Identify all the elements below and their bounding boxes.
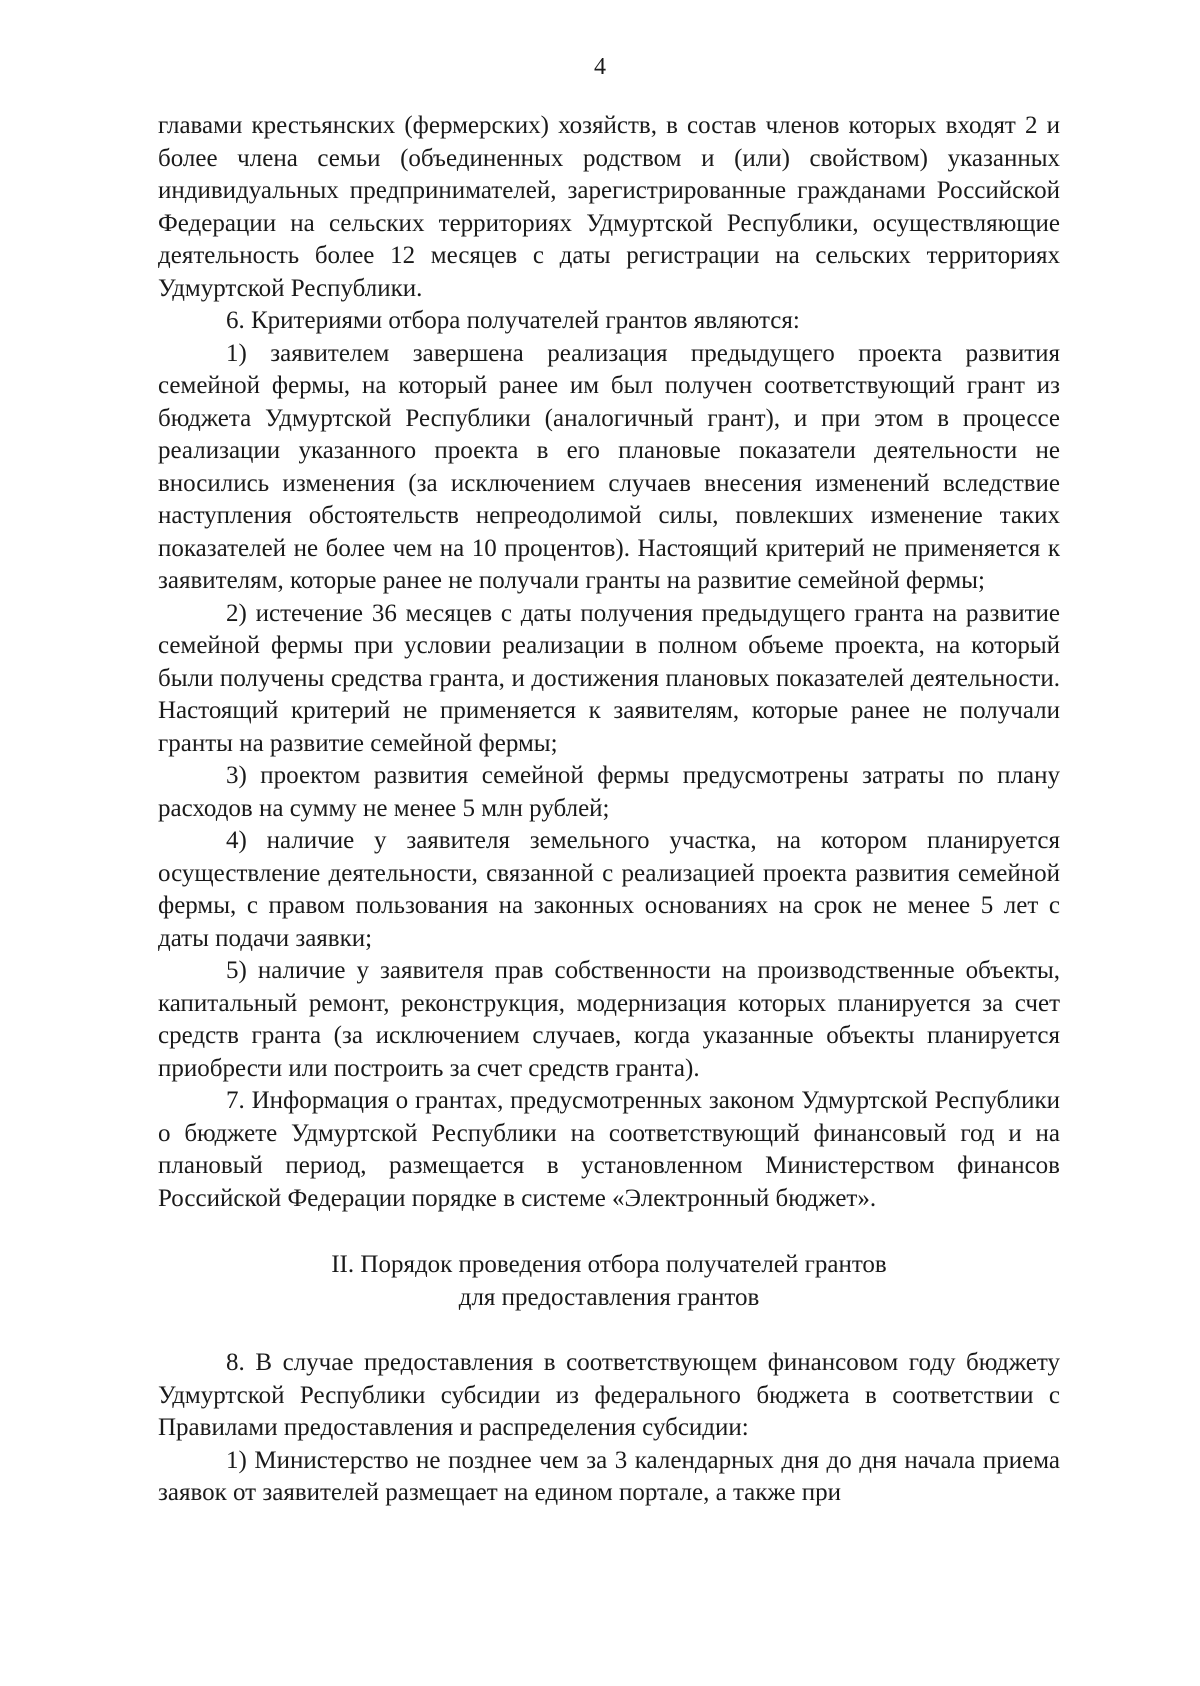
paragraph-8: 8. В случае предоставления в соответствующем финансовом году бюджету Удмуртской Республики субсидии из федерального бюджета в соответствии с Правилами предоставления и распределения субсидии: xyxy=(158,1349,1060,1441)
paragraph-6: 6. Критериями отбора получателей грантов являются: xyxy=(226,307,800,334)
document-body xyxy=(158,110,1060,1510)
criterion-1: 1) заявителем завершена реализация предыдущего проекта развития семейной фермы, на который ранее им был получен соответствующий грант из бюджета Удмуртской Республики (аналогичный грант), и при этом в процессе реализации указанного проекта в его плановые показатели деятельности не вносились изменения (за исключением случаев внесения изменений вследствие наступления обстоятельств непреодолимой силы, повлекших изменение таких показателей не более чем на 10 процентов). Настоящий критерий не применяется к заявителям, которые ранее не получали гранты на развитие семейной фермы; xyxy=(158,339,1060,594)
criterion-4: 4) наличие у заявителя земельного участка, на котором планируется осуществление деятельности, связанной с реализацией проекта развития семейной фермы, с правом пользования на законных основаниях на срок не менее 5 лет с даты подачи заявки; xyxy=(158,827,1060,952)
criterion-5: 5) наличие у заявителя прав собственности на производственные объекты, капитальный ремонт, реконструкция, модернизация которых планируется за счет средств гранта (за исключением случаев, когда указанные объекты планируется приобрести или построить за счет средств гранта). xyxy=(158,957,1060,1082)
paragraph-continuation: главами крестьянских (фермерских) хозяйств, в состав членов которых входят 2 и более члена семьи (объединенных родством и (или) свойством) указанных индивидуальных предпринимателей, зарегистрированные гражданами Российской Федерации на сельских территориях Удмуртской Республики, осуществляющие деятельность более 12 месяцев с даты регистрации на сельских территориях Удмуртской Республики. xyxy=(158,112,1060,302)
criterion-3: 3) проектом развития семейной фермы предусмотрены затраты по плану расходов на сумму не менее 5 млн рублей; xyxy=(158,762,1060,822)
paragraph-7: 7. Информация о грантах, предусмотренных законом Удмуртской Республики о бюджете Удмуртской Республики на соответствующий финансовый год и на плановый период, размещается в установленном Министерством финансов Российской Федерации порядке в системе «Электронный бюджет». xyxy=(158,1087,1060,1212)
criterion-2: 2) истечение 36 месяцев с даты получения предыдущего гранта на развитие семейной фермы при условии реализации в полном объеме проекта, на который были получены средства гранта, и достижения плановых показателей деятельности. Настоящий критерий не применяется к заявителям, которые ранее не получали гранты на развитие семейной фермы; xyxy=(158,599,1060,757)
section-heading xyxy=(158,1248,1060,1314)
section-heading-line-2: для предоставления грантов xyxy=(458,1284,760,1311)
paragraph-8-item-1: 1) Министерство не позднее чем за 3 календарных дня до дня начала приема заявок от заявителей размещает на едином портале, а также при xyxy=(158,1446,1060,1506)
section-heading-line-1: II. Порядок проведения отбора получателей грантов xyxy=(331,1251,887,1278)
page-number: 4 xyxy=(594,54,606,80)
